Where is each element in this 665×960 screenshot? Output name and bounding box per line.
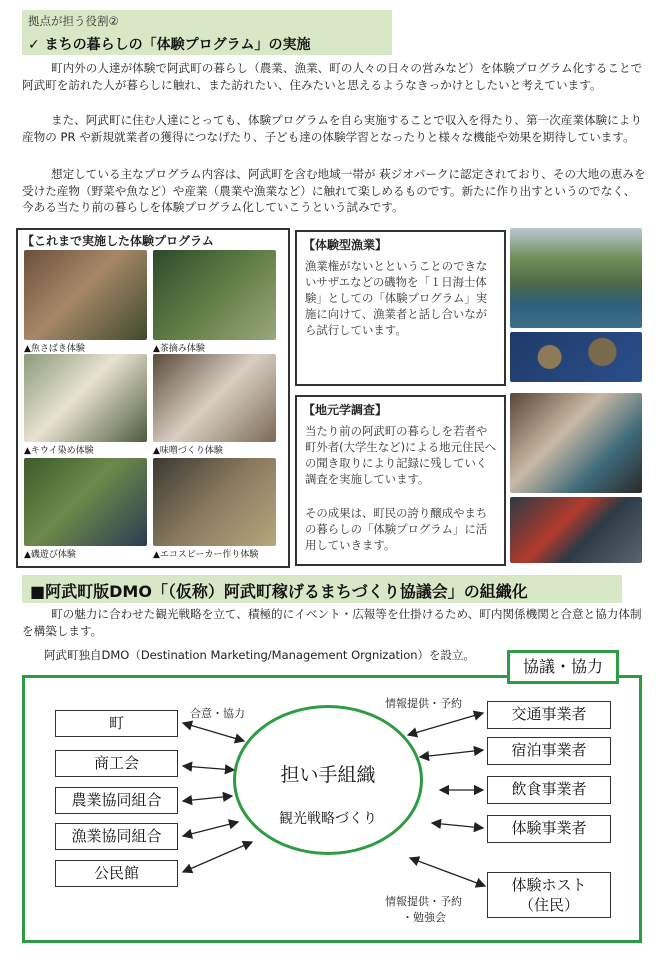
survey-body-1: 当たり前の阿武町の暮らしを若者や町外者(大学生など)による地元住民への聞き取りにより記録に残していく調査を実施しています。 <box>305 424 497 486</box>
arrow-lodging <box>420 750 483 757</box>
host-line-2: （住民） <box>518 896 579 914</box>
programs-title: 【これまで実施した体験プログラム <box>22 234 214 248</box>
org-agri-coop: 農業協同組合 <box>55 787 178 814</box>
intro-paragraph-2: また、阿武町に住む人達にとっても、体験プログラムを自ら実施することで収入を得たり、第一次産業体験により産物の PR や新規就業者の獲得につなげたり、子ども達の体験学習となったりと様々な機能や効果を期待しています。 <box>22 113 642 144</box>
dmo-title: ■阿武町版DMO「（仮称）阿武町稼げるまちづくり協議会」の組織化 <box>30 582 528 601</box>
caption-kiwi: ▲キウイ染め体験 <box>24 446 94 456</box>
arrow-agri <box>183 796 232 801</box>
label-info-bottom-1: 情報提供・予約 <box>385 895 462 908</box>
core-organization-subtitle: 観光戦略づくり <box>279 811 377 827</box>
fishing-title: 【体験型漁業】 <box>303 238 388 252</box>
arrow-host <box>410 858 485 886</box>
arrow-transport <box>408 713 483 735</box>
cooperation-badge: 協議・協力 <box>507 650 619 684</box>
caption-tea: ▲茶摘み体験 <box>153 344 205 354</box>
intro-paragraph-1: 町内外の人達が体験で阿武町の暮らし（農業、漁業、町の人々の日々の営みなど）を体験プログラム化することで阿武町を訪れた人が暮らしに触れ、また訪れたい、住みたいと思えるようなきっかけとしたいと考えています。 <box>22 61 643 92</box>
check-icon: ✓ <box>28 37 40 53</box>
org-town: 町 <box>55 710 178 737</box>
caption-tidepool: ▲磯遊び体験 <box>24 550 76 560</box>
label-info-bottom-2: ・勉強会 <box>402 911 446 924</box>
section-title-text: まちの暮らしの「体験プログラム」の実施 <box>44 37 311 53</box>
caption-miso: ▲味噌づくり体験 <box>153 446 223 456</box>
dmo-paragraph: 町の魅力に合わせた観光戦略を立て、積極的にイベント・広報等を仕掛けるため、町内関係機関と合意と協力体制を構築します。 <box>22 607 642 638</box>
arrow-hall <box>183 842 252 872</box>
org-fishery-coop: 漁業協同組合 <box>55 823 178 850</box>
survey-title: 【地元学調査】 <box>303 403 388 417</box>
label-agreement: 合意・協力 <box>190 707 245 720</box>
caption-fish: ▲魚さばき体験 <box>24 344 85 354</box>
label-info-top: 情報提供・予約 <box>385 697 462 710</box>
core-organization-title: 担い手組織 <box>280 764 376 786</box>
fishing-body: 漁業権がないとということのできないサザエなどの磯物を「１日海士体験」としての「体験プログラム」実施に向けて、漁業者と話し合いながら試行しています。 <box>305 259 488 337</box>
intro-paragraph-3: 想定している主なプログラム内容は、阿武町を含む地域一帯が 萩ジオパークに認定されており、その大地の恵みを 受けた産物（野菜や魚など）や産業（農業や漁業など）に触れて楽しめるものです。新たに作り出すというのでなく、 今ある当たり前の暮らしを体験プログラム化していこうという試みです。 <box>22 167 646 214</box>
arrow-commerce <box>183 766 234 770</box>
arrow-fishery <box>183 822 238 836</box>
arrow-experience <box>432 823 483 828</box>
org-restaurants: 飲食事業者 <box>487 776 611 804</box>
caption-speaker: ▲エコスピーカー作り体験 <box>153 550 259 560</box>
org-lodging: 宿泊事業者 <box>487 737 611 765</box>
org-transport: 交通事業者 <box>487 701 611 729</box>
org-experience-providers: 体験事業者 <box>487 815 611 843</box>
org-community-hall: 公民館 <box>55 860 178 887</box>
section-label: 拠点が担う役割② <box>28 14 119 28</box>
arrow-town <box>183 723 244 741</box>
host-line-1: 体験ホスト <box>511 876 587 894</box>
org-chamber-of-commerce: 商工会 <box>55 750 178 777</box>
org-experience-host <box>487 872 611 918</box>
dmo-note: 阿武町独自DMO（Destination Marketing/Management Orgnization）を設立。 <box>44 648 476 662</box>
survey-body-2: その成果は、町民の誇り醸成やまちの暮らしの「体験プログラム」に活用していきます。 <box>305 506 488 552</box>
